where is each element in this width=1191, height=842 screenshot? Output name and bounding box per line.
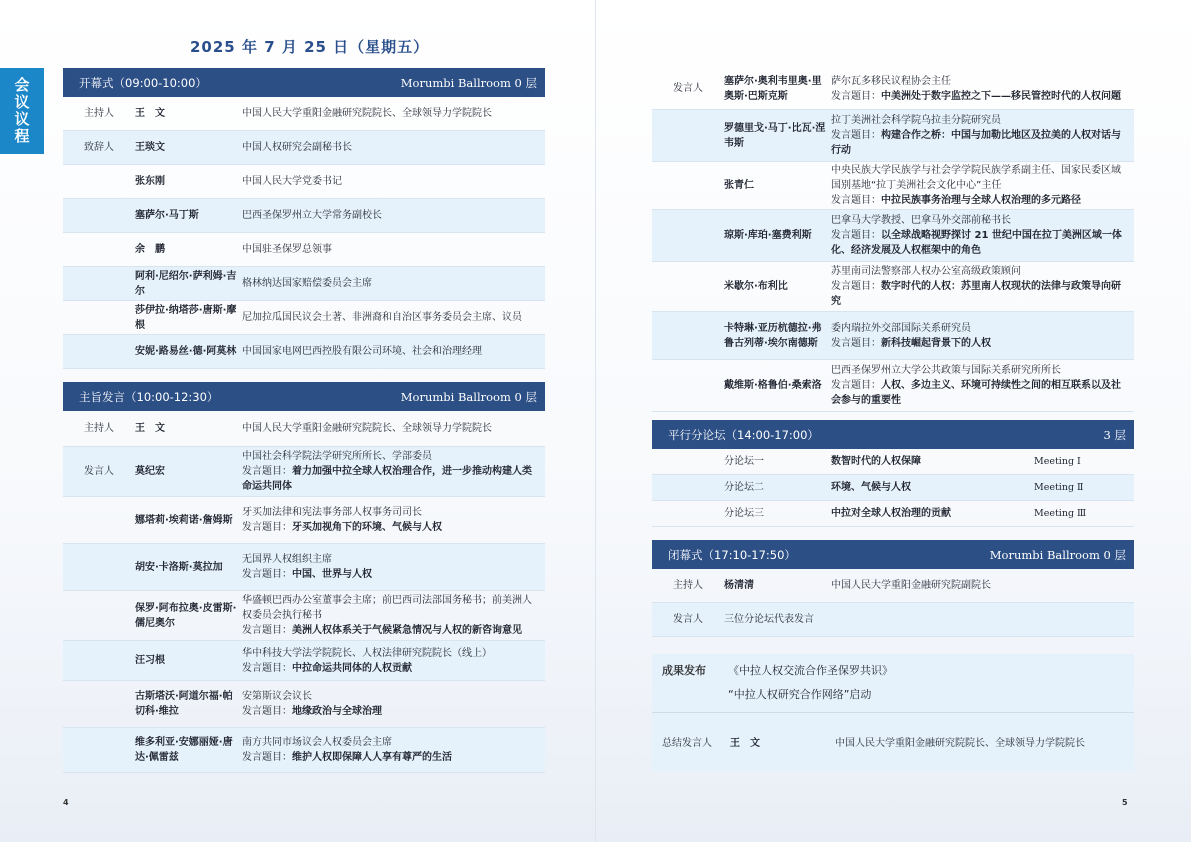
parallel-rows [652, 449, 1134, 527]
topic-text: 中拉民族事务治理与全球人权治理的多元路径 [881, 195, 1081, 206]
row-desc [242, 344, 545, 359]
row-desc-text: 中国国家电网巴西控股有限公司环境、社会和治理经理 [242, 346, 482, 357]
row-desc-text: 巴拿马大学教授、巴拿马外交部前秘书长 [831, 215, 1011, 226]
parallel-header [652, 420, 1134, 449]
row-desc [242, 310, 545, 325]
topic-prefix: 发言题目： [831, 195, 881, 206]
topic-prefix: 发言题目： [242, 569, 292, 580]
keynote-cont-row [652, 262, 1134, 312]
summary-name: 王 文 [730, 738, 760, 749]
row-desc [242, 276, 545, 291]
row-desc-text: 巴西圣保罗州立大学公共政策与国际关系研究所所长 [831, 365, 1061, 376]
row-topic [242, 750, 539, 765]
opening-header [63, 68, 545, 97]
topic-prefix: 发言题目： [242, 522, 292, 533]
row-name: 米歇尔·布利比 [724, 281, 788, 292]
row-name: 戴维斯·格鲁伯·桑索洛 [724, 380, 822, 391]
row-desc [242, 449, 545, 494]
row-room: Meeting Ⅱ [1034, 482, 1084, 493]
closing-venue: Morumbi Ballroom 0 层 [989, 547, 1126, 562]
row-name: 王 文 [135, 423, 165, 434]
topic-text: 着力加强中拉全球人权治理合作，进一步推动构建人类命运共同体 [242, 466, 532, 492]
parallel-row [652, 501, 1134, 527]
keynote-cont-row [652, 68, 1134, 110]
outcome-item1: 《中拉人权交流合作圣保罗共识》 [728, 664, 893, 677]
opening-row [63, 267, 545, 301]
row-desc-text: 委内瑞拉外交部国际关系研究员 [831, 322, 971, 334]
keynote-cont-rows [652, 68, 1134, 412]
row-desc [831, 454, 1034, 469]
row-desc-text: 格林纳达国家赔偿委员会主席 [242, 278, 372, 289]
row-name: 塞萨尔·奥利韦里奥·里奥斯·巴斯克斯 [724, 75, 822, 102]
parallel-row [652, 475, 1134, 501]
row-topic [831, 193, 1128, 208]
row-desc [242, 106, 545, 121]
topic-prefix: 发言题目： [831, 281, 881, 292]
topic-text: 人权、多边主义、环境可持续性之间的相互联系以及社会参与的重要性 [831, 380, 1121, 406]
row-name: 张青仁 [724, 180, 754, 191]
row-name: 王 文 [135, 108, 165, 119]
row-desc-text: 巴西圣保罗州立大学常务副校长 [242, 210, 382, 221]
row-name: 琼斯·库珀·塞费利斯 [724, 230, 812, 241]
topic-prefix: 发言题目： [831, 337, 881, 349]
keynote-cont-row [652, 110, 1134, 162]
row-name: 阿利·尼绍尔·萨利姆·吉尔 [135, 270, 237, 297]
row-name: 维多利亚·安娜丽娅·唐达·佩雷兹 [135, 737, 233, 763]
outcome-line1 [662, 662, 893, 678]
topic-text: 构建合作之桥：中国与加勒比地区及拉美的人权对话与行动 [831, 130, 1121, 156]
topic-text: 以全球战略视野探讨 21 世纪中国在拉丁美洲区域一体化、经济发展及人权框架中的角色 [831, 230, 1122, 256]
side-tab-label: 会议议程 [12, 77, 31, 145]
row-topic [831, 228, 1128, 258]
topic-prefix: 发言题目： [831, 380, 881, 391]
page-fold [595, 0, 596, 842]
row-desc [242, 242, 545, 257]
closing-header [652, 540, 1134, 569]
row-role: 发言人 [84, 466, 114, 477]
row-desc-text: 南方共同市场议会人权委员会主席 [242, 737, 392, 748]
topic-text: 中国、世界与人权 [292, 569, 372, 580]
row-name: 三位分论坛代表发言 [724, 614, 814, 625]
opening-row [63, 335, 545, 369]
opening-row [63, 131, 545, 165]
keynote-section [63, 382, 545, 773]
row-desc [242, 552, 545, 582]
row-desc [242, 208, 545, 223]
row-topic [831, 89, 1128, 104]
page-number-right: 5 [1122, 798, 1128, 807]
row-name: 分论坛三 [724, 508, 764, 519]
row-name: 罗德里戈·马丁·比瓦·涅韦斯 [724, 122, 826, 149]
row-name: 安妮·路易丝·德·阿莫林 [135, 346, 237, 357]
row-desc-text: 中国人民大学重阳金融研究院院长、全球领导力学院院长 [242, 108, 492, 119]
topic-text: 美洲人权体系关于气候紧急情况与人权的新咨询意见 [292, 625, 522, 636]
keynote-cont-row [652, 162, 1134, 210]
row-role: 发言人 [673, 614, 703, 625]
row-role: 致辞人 [84, 142, 114, 153]
keynote-rows [63, 411, 545, 773]
topic-prefix: 发言题目： [242, 662, 292, 674]
row-topic [242, 567, 539, 582]
row-name: 杨清清 [724, 580, 754, 591]
row-desc-text: 拉丁美洲社会科学院乌拉圭分院研究员 [831, 115, 1001, 126]
row-name: 分论坛一 [724, 456, 764, 467]
opening-section [63, 68, 545, 369]
keynote-cont-row [652, 312, 1134, 360]
row-desc [831, 578, 1134, 593]
topic-prefix: 发言题目： [831, 130, 881, 141]
row-desc [831, 363, 1134, 408]
side-tab [0, 68, 44, 154]
row-name: 古斯塔沃·阿道尔福·帕切科·维拉 [135, 691, 233, 717]
row-name: 娜塔莉·埃莉诺·詹姆斯 [135, 514, 233, 526]
topic-text: 中拉命运共同体的人权贡献 [292, 662, 412, 674]
row-desc-text: 中国人民大学重阳金融研究院副院长 [831, 580, 991, 591]
row-name: 王琰文 [135, 142, 165, 153]
closing-row [652, 569, 1134, 603]
opening-rows [63, 97, 545, 369]
row-desc [831, 321, 1134, 351]
row-desc-text: 中拉对全球人权治理的贡献 [831, 508, 951, 519]
opening-venue: Morumbi Ballroom 0 层 [400, 75, 537, 90]
topic-text: 地缘政治与全球治理 [292, 706, 382, 717]
row-role: 主持人 [673, 580, 703, 591]
row-desc-text: 华中科技大学法学院院长、人权法律研究院院长（线上） [242, 647, 492, 659]
row-desc-text: 中央民族大学民族学与社会学学院民族学系副主任、国家民委区域国别基地“拉丁美洲社会文化中心”主任 [831, 165, 1121, 191]
row-topic [242, 704, 539, 719]
keynote-header [63, 382, 545, 411]
keynote-title: 主旨发言（10:00-12:30） [79, 389, 219, 404]
row-desc-text: 无国界人权组织主席 [242, 554, 332, 565]
parallel-venue: 3 层 [1103, 427, 1126, 442]
topic-text: 新科技崛起背景下的人权 [881, 337, 991, 349]
row-desc-text: 中国人民大学党委书记 [242, 176, 342, 187]
keynote-row [63, 681, 545, 728]
closing-rows [652, 569, 1134, 637]
summary-desc: 中国人民大学重阳金融研究院院长、全球领导力学院院长 [835, 738, 1085, 749]
row-desc-text: 中国人民大学重阳金融研究院院长、全球领导力学院院长 [242, 423, 492, 434]
parallel-title: 平行分论坛（14:00-17:00） [668, 427, 819, 442]
row-desc [242, 174, 545, 189]
row-topic [831, 378, 1128, 408]
row-desc-text: 中国人权研究会副秘书长 [242, 142, 352, 153]
page-number-left: 4 [63, 798, 69, 807]
row-desc [242, 421, 545, 436]
keynote-cont-section [652, 68, 1134, 412]
row-name: 莎伊拉·纳塔莎·唐斯·摩根 [135, 304, 237, 331]
row-desc-text: 数智时代的人权保障 [831, 456, 921, 467]
closing-title: 闭幕式（17:10-17:50） [668, 547, 796, 562]
row-topic [831, 128, 1128, 158]
row-desc [831, 213, 1134, 258]
row-role: 发言人 [673, 83, 703, 94]
row-desc [242, 593, 545, 638]
row-topic [831, 279, 1128, 309]
row-name: 张东刚 [135, 176, 165, 187]
outcome-section [652, 654, 1134, 771]
outcome-label: 成果发布 [662, 664, 706, 677]
row-topic [242, 520, 539, 535]
topic-prefix: 发言题目： [242, 625, 292, 636]
row-desc [831, 74, 1134, 104]
keynote-row [63, 544, 545, 591]
row-name: 塞萨尔·马丁斯 [135, 210, 199, 221]
keynote-row [63, 728, 545, 773]
row-desc-text: 中国驻圣保罗总领事 [242, 244, 332, 255]
row-desc [831, 163, 1134, 208]
topic-text: 牙买加视角下的环境、气候与人权 [292, 522, 442, 533]
opening-title: 开幕式（09:00-10:00） [79, 75, 207, 90]
topic-text: 维护人权即保障人人享有尊严的生活 [292, 752, 452, 763]
opening-row [63, 165, 545, 199]
row-name: 卡特琳·亚历杭德拉·弗鲁古列蒂·埃尔南德斯 [724, 322, 822, 349]
row-topic [242, 661, 539, 676]
keynote-row [63, 411, 545, 447]
outcome-item2: “中拉人权研究合作网络”启动 [728, 688, 872, 701]
topic-prefix: 发言题目： [242, 752, 292, 763]
topic-text: 数字时代的人权：苏里南人权现状的法律与政策导向研究 [831, 281, 1121, 307]
closing-section [652, 540, 1134, 637]
row-desc [242, 646, 545, 676]
outcome-divider [652, 712, 1134, 713]
keynote-row [63, 447, 545, 497]
row-desc [242, 505, 545, 535]
keynote-cont-row [652, 210, 1134, 262]
row-name: 保罗·阿布拉奥·皮雷斯·儒尼奥尔 [135, 602, 237, 629]
row-desc [831, 264, 1134, 309]
opening-row [63, 233, 545, 267]
topic-prefix: 发言题目： [831, 230, 881, 241]
topic-prefix: 发言题目： [242, 706, 292, 717]
keynote-cont-row [652, 360, 1134, 412]
parallel-row [652, 449, 1134, 475]
row-topic [242, 464, 539, 494]
summary-role: 总结发言人 [662, 738, 712, 749]
opening-row [63, 97, 545, 131]
keynote-row [63, 497, 545, 544]
summary-row [662, 734, 1132, 749]
keynote-row [63, 591, 545, 641]
topic-text: 中美洲处于数字监控之下——移民管控时代的人权问题 [881, 90, 1121, 102]
row-desc-text: 环境、气候与人权 [831, 482, 911, 493]
row-topic [242, 623, 539, 638]
opening-row [63, 301, 545, 335]
row-role: 主持人 [84, 423, 114, 434]
keynote-venue: Morumbi Ballroom 0 层 [400, 389, 537, 404]
row-name: 分论坛二 [724, 482, 764, 493]
row-name: 余 鹏 [135, 244, 165, 255]
opening-row [63, 199, 545, 233]
row-desc [831, 506, 1034, 521]
row-role: 主持人 [84, 108, 114, 119]
row-desc-text: 安第斯议会议长 [242, 691, 312, 702]
row-desc-text: 华盛顿巴西办公室董事会主席；前巴西司法部国务秘书；前美洲人权委员会执行秘书 [242, 595, 532, 621]
date-heading: 2025 年 7 月 25 日（星期五） [190, 38, 430, 56]
row-name: 胡安·卡洛斯·莫拉加 [135, 561, 223, 573]
row-name: 汪习根 [135, 655, 165, 666]
topic-prefix: 发言题目： [831, 90, 881, 102]
row-desc-text: 尼加拉瓜国民议会土著、非洲裔和自治区事务委员会主席、议员 [242, 312, 522, 323]
parallel-section [652, 420, 1134, 527]
row-desc-text: 牙买加法律和宪法事务部人权事务司司长 [242, 507, 422, 518]
row-desc-text: 萨尔瓦多移民议程协会主任 [831, 75, 951, 87]
row-topic [831, 336, 1128, 351]
row-name: 莫纪宏 [135, 466, 165, 477]
row-desc [242, 735, 545, 765]
closing-row [652, 603, 1134, 637]
keynote-row [63, 641, 545, 681]
row-room: Meeting Ⅲ [1034, 508, 1087, 519]
row-desc [831, 480, 1034, 495]
row-desc [242, 689, 545, 719]
topic-prefix: 发言题目： [242, 466, 292, 477]
row-desc [242, 140, 545, 155]
row-desc-text: 苏里南司法警察部人权办公室高级政策顾问 [831, 266, 1021, 277]
row-desc [831, 113, 1134, 158]
row-desc-text: 中国社会科学院法学研究所所长、学部委员 [242, 451, 432, 462]
row-room: Meeting Ⅰ [1034, 456, 1081, 467]
